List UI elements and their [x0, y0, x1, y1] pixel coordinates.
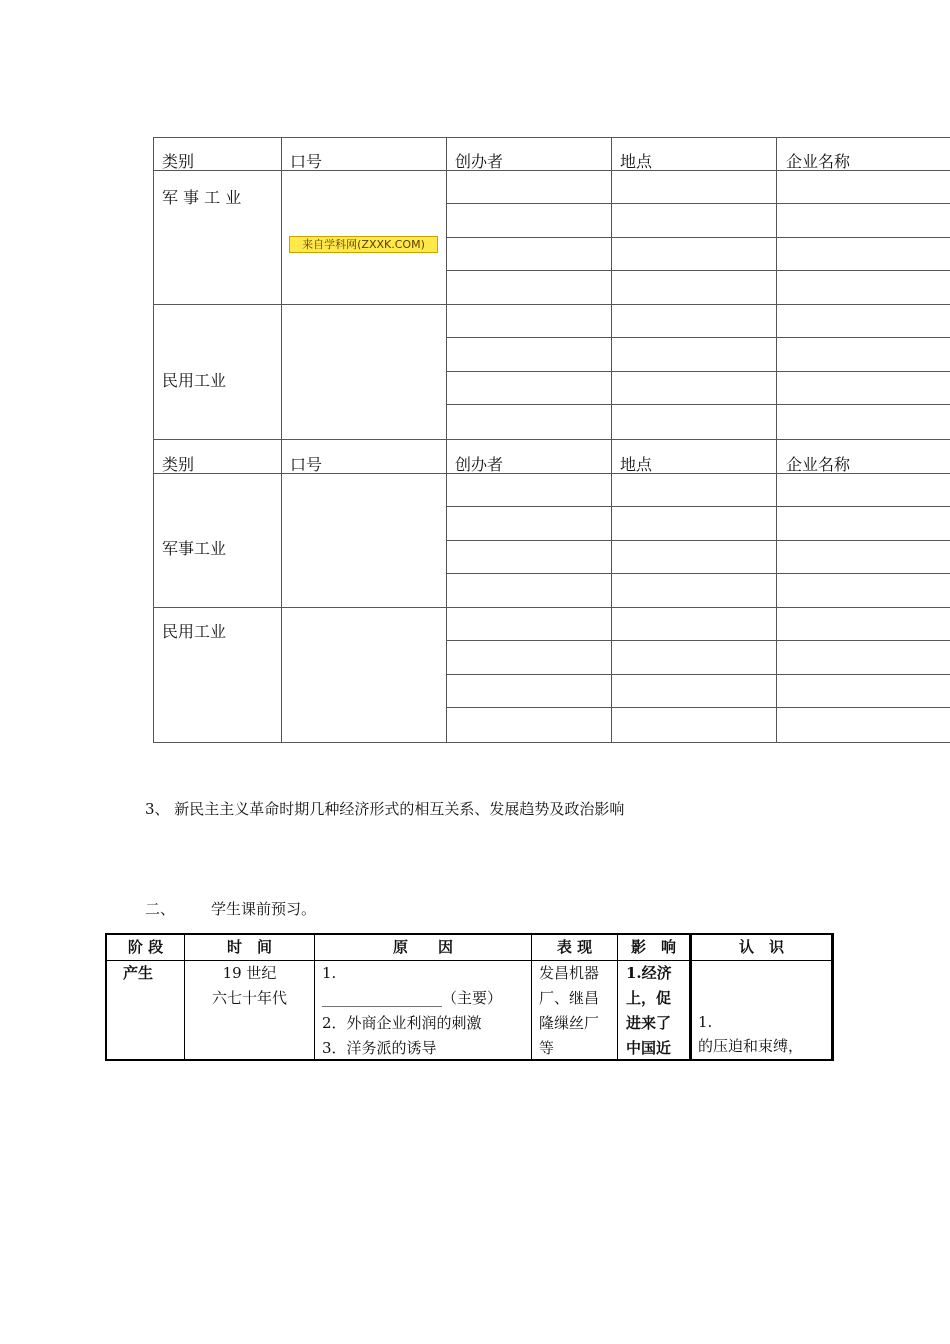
header-location: 地点: [620, 455, 653, 474]
header-enterprise: 企业名称: [786, 455, 851, 474]
header-influence: 影 响: [630, 938, 676, 956]
cell-influence-line: 上，促: [626, 989, 672, 1007]
cell-performance-line: 隆缫丝厂: [539, 1014, 600, 1032]
table-line: [153, 439, 950, 440]
table-line: [446, 371, 950, 372]
table-line: [446, 674, 950, 675]
header-performance: 表 现: [556, 938, 593, 956]
table-line: [153, 304, 950, 305]
table-line: [446, 540, 950, 541]
table-line: [446, 137, 447, 743]
category-military: 军事工业: [162, 539, 227, 558]
table-line: [446, 404, 950, 405]
watermark-logo: 来自学科网(ZXXK.COM): [289, 236, 438, 253]
header-enterprise: 企业名称: [786, 152, 851, 171]
table-line: [446, 573, 950, 574]
header-category: 类别: [162, 455, 195, 474]
table-line: [153, 607, 950, 608]
table-line: [446, 203, 950, 204]
table-line: [153, 137, 154, 743]
cell-stage: 产生: [123, 964, 154, 982]
header-reason: 原 因: [392, 938, 453, 956]
table-line: [831, 933, 834, 1061]
cell-time-line: 19 世纪: [222, 964, 277, 982]
table-line: [105, 1059, 834, 1061]
section-2-title: 学生课前预习。: [211, 900, 317, 918]
section-2-number: 二、: [145, 900, 176, 918]
cell-influence-line: 1.经济: [626, 964, 672, 982]
header-time: 时 间: [226, 938, 272, 956]
table-line: [281, 137, 282, 743]
header-understanding: 认 识: [738, 938, 784, 956]
cell-influence-line: 中国近: [626, 1039, 672, 1057]
table-line: [446, 237, 950, 238]
table-line: [446, 707, 950, 708]
cell-performance-line: 发昌机器: [539, 964, 600, 982]
category-military: 军 事 工 业: [162, 188, 242, 207]
header-founder: 创办者: [455, 152, 504, 171]
header-location: 地点: [620, 152, 653, 171]
cell-reason-line: ________________（主要）: [322, 989, 503, 1007]
cell-influence-line: 进来了: [626, 1014, 672, 1032]
cell-time-line: 六七十年代: [211, 989, 287, 1007]
cell-understanding-line: 的压迫和束缚，: [698, 1037, 804, 1055]
preview-table: [105, 933, 834, 1061]
category-civil: 民用工业: [162, 622, 227, 641]
table-line: [105, 933, 834, 935]
table-line: [446, 270, 950, 271]
cell-reason-line: 3．洋务派的诱导: [322, 1039, 437, 1057]
cell-performance-line: 等: [539, 1039, 555, 1057]
cell-performance-line: 厂、继昌: [539, 989, 600, 1007]
header-slogan: 口号: [290, 455, 323, 474]
table-line: [446, 640, 950, 641]
table-line: [153, 742, 950, 743]
header-category: 类别: [162, 152, 195, 171]
table-line: [776, 137, 777, 743]
header-founder: 创办者: [455, 455, 504, 474]
cell-understanding-line: 1.: [698, 1013, 713, 1031]
header-slogan: 口号: [290, 152, 323, 171]
section-3-heading: 3、 新民主主义革命时期几种经济形式的相互关系、发展趋势及政治影响: [145, 800, 625, 818]
category-civil: 民用工业: [162, 371, 227, 390]
table-line: [153, 137, 950, 138]
table-line: [446, 337, 950, 338]
table-line: [611, 137, 612, 743]
table-line: [446, 506, 950, 507]
header-stage: 阶 段: [127, 938, 164, 956]
cell-reason-line: 1.: [322, 964, 337, 982]
cell-reason-line: 2．外商企业利润的刺激: [322, 1014, 482, 1032]
